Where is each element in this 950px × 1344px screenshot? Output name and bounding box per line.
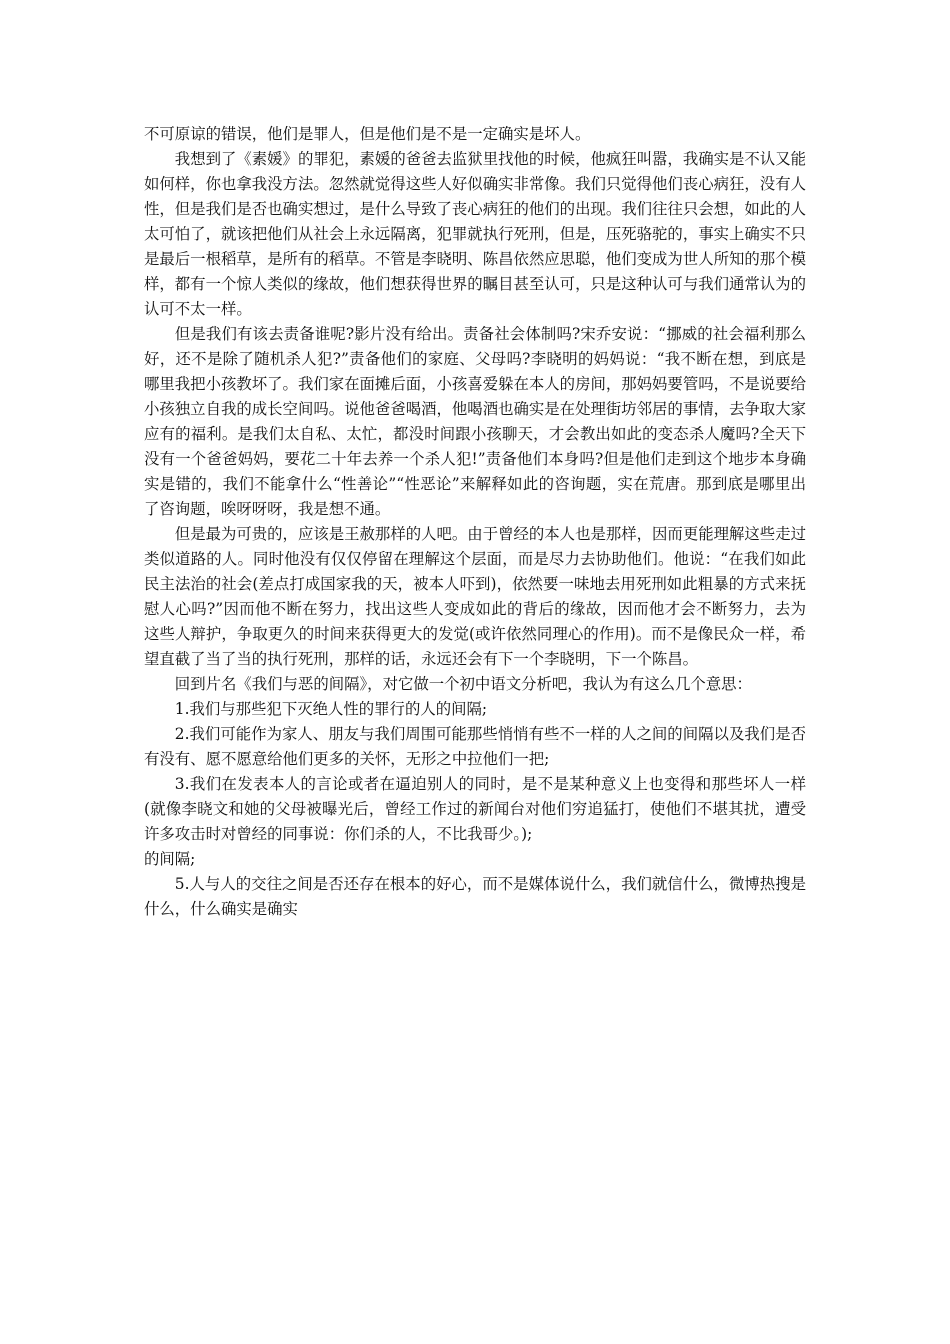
- list-item-3: 3.我们在发表本人的言论或者在逼迫别人的同时，是不是某种意义上也变得和那些坏人一样(就像李晓文和她的父母被曝光后，曾经工作过的新闻台对他们穷追猛打，使他们不堪其扰，遭受许多攻击时对曾经的同事说：你们杀的人，不比我哥少。);: [144, 775, 806, 843]
- paragraph-5: 回到片名《我们与恶的间隔》，对它做一个初中语文分析吧，我认为有这么几个意思：: [174, 675, 752, 693]
- list-item-2: 2.我们可能作为家人、朋友与我们周围可能那些悄悄有些不一样的人之间的间隔以及我们是否有没有、愿不愿意给他们更多的关怀，无形之中拉他们一把;: [144, 725, 806, 768]
- list-item-1: 1.我们与那些犯下灭绝人性的罪行的人的间隔;: [174, 700, 488, 718]
- list-item-5: 5.人与人的交往之间是否还存在根本的好心，而不是媒体说什么，我们就信什么，微博热搜是什么，什么确实是确实: [144, 875, 806, 918]
- paragraph-3: 但是我们有该去责备谁呢?影片没有给出。责备社会体制吗?宋乔安说：“挪威的社会福利那么好，还不是除了随机杀人犯?”责备他们的家庭、父母吗?李晓明的妈妈说：“我不断在想，到底是哪里我把小孩教坏了。我们家在面摊后面，小孩喜爱躲在本人的房间，那妈妈要管吗，不是说要给小孩独立自我的成长空间吗。说他爸爸喝酒，他喝酒也确实是在处理街坊邻居的事情，去争取大家应有的福利。是我们太自私、太忙，都没时间跟小孩聊天，才会教出如此的变态杀人魔吗?全天下没有一个爸爸妈妈，要花二十年去养一个杀人犯!”责备他们本身吗?但是他们走到这个地步本身确实是错的，我们不能拿什么“性善论”“性恶论”来解释如此的咨询题，实在荒唐。那到底是哪里出了咨询题，唉呀呀呀，我是想不通。: [144, 325, 806, 518]
- list-item-4-fragment: 的间隔;: [144, 850, 196, 868]
- paragraph-1: 不可原谅的错误，他们是罪人，但是他们是不是一定确实是坏人。: [144, 125, 591, 143]
- paragraph-2: 我想到了《素媛》的罪犯，素媛的爸爸去监狱里找他的时候，他疯狂叫嚣，我确实是不认又能如何样，你也拿我没方法。忽然就觉得这些人好似确实非常像。我们只觉得他们丧心病狂，没有人性，但是我们是否也确实想过，是什么导致了丧心病狂的他们的出现。我们往往只会想，如此的人太可怕了，就该把他们从社会上永远隔离，犯罪就执行死刑，但是，压死骆驼的，事实上确实不只是最后一根稻草，是所有的稻草。不管是李晓明、陈昌依然应思聪，他们变成为世人所知的那个模样，都有一个惊人类似的缘故，他们想获得世界的瞩目甚至认可，只是这种认可与我们通常认为的认可不太一样。: [144, 150, 806, 318]
- document-body: [144, 122, 806, 922]
- paragraph-4: 但是最为可贵的，应该是王赦那样的人吧。由于曾经的本人也是那样，因而更能理解这些走过类似道路的人。同时他没有仅仅停留在理解这个层面，而是尽力去协助他们。他说：“在我们如此民主法治的社会(差点打成国家我的天，被本人吓到)，依然要一味地去用死刑如此粗暴的方式来抚慰人心吗?”因而他不断在努力，找出这些人变成如此的背后的缘故，因而他才会不断努力，去为这些人辩护，争取更久的时间来获得更大的发觉(或许依然同理心的作用)。而不是像民众一样，希望直截了当了当的执行死刑，那样的话，永远还会有下一个李晓明，下一个陈昌。: [144, 525, 806, 668]
